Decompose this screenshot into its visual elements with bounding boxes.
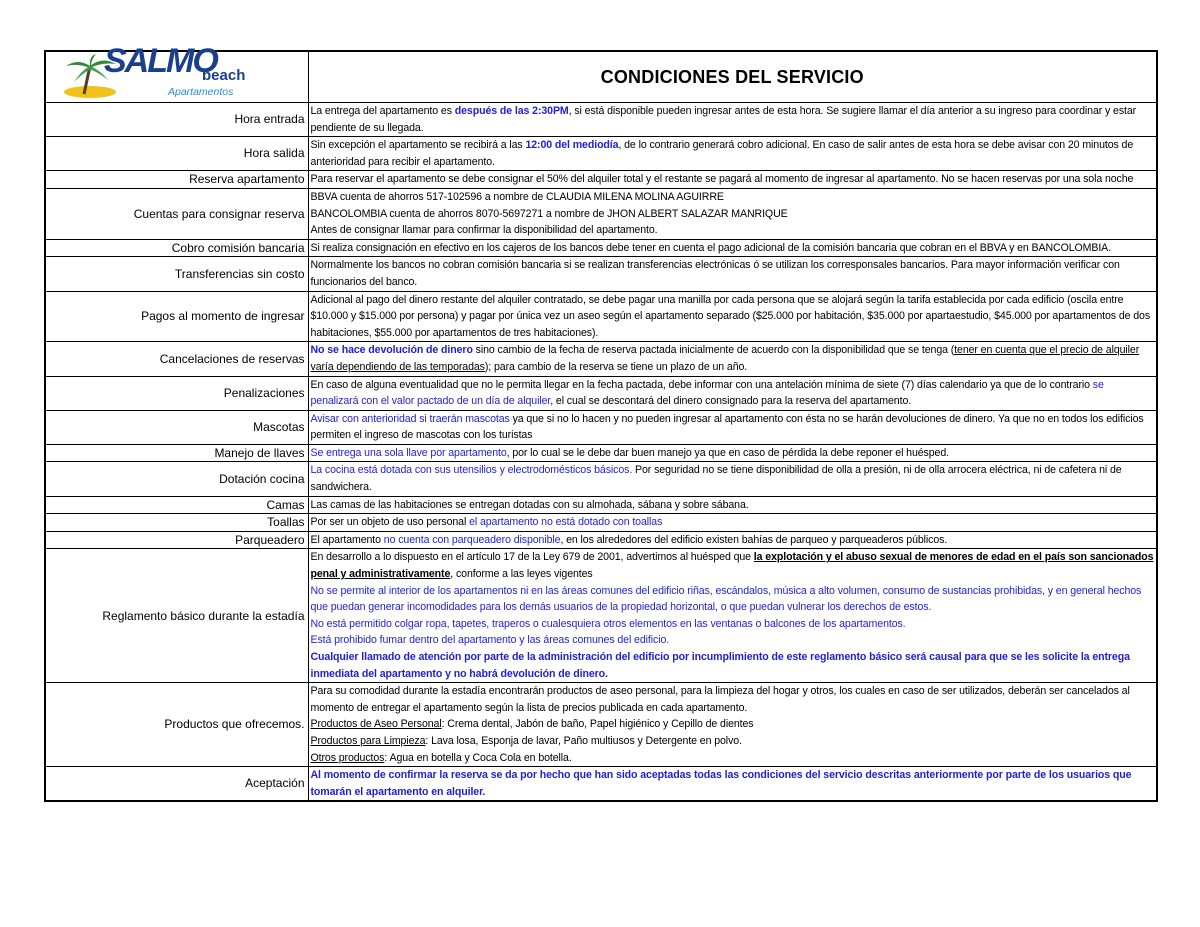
row-label: Mascotas: [45, 410, 308, 444]
table-row: [45, 496, 1157, 514]
row-content: [308, 376, 1157, 410]
row-label: Penalizaciones: [45, 376, 308, 410]
row-content: [308, 291, 1157, 342]
row-label: Reserva apartamento: [45, 171, 308, 189]
content-text: En desarrollo a lo dispuesto en el artículo 17 de la Ley 679 de 2001, advertimos al huésped que: [310, 551, 754, 564]
row-content: [308, 137, 1157, 171]
table-row: [45, 103, 1157, 137]
row-label: Pagos al momento de ingresar: [45, 291, 308, 342]
row-content: [308, 514, 1157, 532]
table-row: [45, 767, 1157, 802]
row-label: Cobro comisión bancaria: [45, 239, 308, 257]
table-row: [45, 342, 1157, 376]
content-text: , el cual se descontará del dinero consignado para la reserva del apartamento.: [550, 395, 912, 408]
content-text: , si está disponible pueden ingresar antes de esta hora. Se sugiere llamar el día anterior a su ingreso para coordinar y estar pendiente de su llegada.: [310, 105, 1137, 134]
content-text: tener en cuenta que el precio de alquiler varía dependiendo de las temporadas: [310, 344, 1140, 373]
content-text: Productos para Limpieza: [310, 734, 426, 747]
content-text: se penalizará con el valor pactado de un día de alquiler: [310, 378, 1104, 408]
content-text: No se hace devolución de dinero: [310, 344, 473, 357]
content-text: Al momento de confirmar la reserva se da por hecho que han sido aceptadas todas las condiciones del servicio descritas anteriormente por parte de los usuarios que tomarán el apartamento en alquiler.: [310, 769, 1132, 798]
table-row: [45, 549, 1157, 683]
content-text: En caso de alguna eventualidad que no le permita llegar en la fecha pactada, debe informar con una antelación mínima de siete (7) días calendario ya que de lo contrario: [310, 378, 1093, 391]
content-text: Otros productos: [310, 751, 385, 764]
row-content: [308, 239, 1157, 257]
row-content: [308, 103, 1157, 137]
row-label: Cancelaciones de reservas: [45, 342, 308, 376]
row-content: [308, 531, 1157, 549]
content-text: la explotación y el abuso sexual de menores de edad en el país son sancionados penal y administrativamente: [310, 551, 1154, 581]
row-label: Cuentas para consignar reserva: [45, 188, 308, 239]
row-content: [308, 683, 1157, 767]
content-text: BANCOLOMBIA cuenta de ahorros 8070-5697271 a nombre de JHON ALBERT SALAZAR MANRIQUE: [310, 207, 788, 220]
table-row: [45, 171, 1157, 189]
content-text: Adicional al pago del dinero restante del alquiler contratado, se debe pagar una manilla por cada persona que se alojará según la tarifa establecida por cada edificio (oscila entre $10.000 y $15.000 por persona) y pagar por única vez un aseo según el apartamento separado ($25.000 por habitación, $35.000 por apartaestudio, $45.000 por apartamentos de dos habitaciones, $55.000 por apartamentos de tres habitaciones).: [310, 293, 1151, 339]
table-row: [45, 462, 1157, 496]
row-label: Manejo de llaves: [45, 444, 308, 462]
content-text: , de lo contrario generará cobro adicional. En caso de salir antes de esta hora se debe avisar con 20 minutos de anterioridad para recibir el apartamento.: [310, 139, 1134, 168]
content-text: BBVA cuenta de ahorros 517-102596 a nombre de CLAUDIA MILENA MOLINA AGUIRRE: [310, 190, 724, 203]
content-text: No está permitido colgar ropa, tapetes, traperos o cualesquiera otros elementos en las ventanas o balcones de los apartamentos.: [310, 617, 906, 630]
table-row: [45, 257, 1157, 291]
row-content: [308, 444, 1157, 462]
content-text: No se permite al interior de los apartamentos ni en las áreas comunes del edificio riñas, escándalos, música a alto volumen, consumo de sustancias prohibidas, y en general hechos que puedan generar incomodidades para los demás usuarios de la propiedad horizontal, o que puedan vulnerar los derechos de estos.: [310, 584, 1142, 614]
content-text: Para reservar el apartamento se debe consignar el 50% del alquiler total y el restante se pagará al momento de ingresar al apartamento. No se hacen reservas por una sola noche: [310, 173, 1134, 186]
table-row: [45, 291, 1157, 342]
table-row: [45, 514, 1157, 532]
row-label: Dotación cocina: [45, 462, 308, 496]
row-label: Transferencias sin costo: [45, 257, 308, 291]
content-text: sino cambio de la fecha de reserva pactada inicialmente de acuerdo con la disponibilidad que se tenga (: [472, 344, 955, 357]
content-text: La cocina está dotada con sus utensilios y electrodomésticos básicos.: [310, 464, 633, 477]
table-row: [45, 410, 1157, 444]
row-content: [308, 171, 1157, 189]
page-title: CONDICIONES DEL SERVICIO: [308, 51, 1157, 103]
content-text: 12:00 del mediodía: [525, 139, 619, 152]
content-text: Se entrega una sola llave por apartamento: [310, 446, 507, 459]
content-text: Por seguridad no se tiene disponibilidad de olla a presión, ni de olla arrocera eléctrica, ni de cafetera ni de sandwichera.: [310, 464, 1122, 494]
table-row: [45, 531, 1157, 549]
content-text: ya que si no lo hacen y no pueden ingresar al apartamento con ésta no se harán devoluciones de dinero. Ya que no en todos los edificios permiten el ingreso de mascotas con los turistas: [310, 412, 1144, 442]
row-label: Hora salida: [45, 137, 308, 171]
row-label: Toallas: [45, 514, 308, 532]
content-text: : Crema dental, Jabón de baño, Papel higiénico y Cepillo de dientes: [441, 718, 754, 731]
content-text: , en los alrededores del edificio existen bahías de parqueo y parqueaderos públicos.: [560, 533, 948, 546]
table-row: [45, 444, 1157, 462]
row-content: [308, 549, 1157, 683]
content-text: ); para cambio de la reserva se tiene un plazo de un año.: [484, 360, 748, 373]
content-text: no cuenta con parqueadero disponible: [383, 533, 561, 546]
row-label: Aceptación: [45, 767, 308, 802]
content-text: Por ser un objeto de uso personal: [310, 516, 470, 529]
table-row: [45, 376, 1157, 410]
table-row: [45, 137, 1157, 171]
content-text: : Agua en botella y Coca Cola en botella.: [384, 751, 572, 764]
row-content: [308, 462, 1157, 496]
content-text: Las camas de las habitaciones se entregan dotadas con su almohada, sábana y sobre sábana.: [310, 498, 749, 511]
row-content: [308, 257, 1157, 291]
content-text: Avisar con anterioridad si traerán mascotas: [310, 412, 510, 425]
content-text: Está prohibido fumar dentro del apartamento y las áreas comunes del edificio.: [310, 634, 670, 647]
table-row: [45, 683, 1157, 767]
row-content: [308, 496, 1157, 514]
content-text: Normalmente los bancos no cobran comisión bancaria si se realizan transferencias electrónicas ó se utilizan los corresponsales bancarios. Para mayor información verificar con funcionarios del banco.: [310, 259, 1120, 288]
content-text: , por lo cual se le debe dar buen manejo ya que en caso de pérdida la debe reponer el huésped.: [506, 446, 949, 459]
content-text: el apartamento no está dotado con toallas: [469, 516, 663, 529]
content-text: : Lava losa, Esponja de lavar, Paño multiusos y Detergente en polvo.: [425, 734, 742, 747]
table-row: [45, 188, 1157, 239]
header-row: [45, 51, 1157, 103]
content-text: Antes de consignar llamar para confirmar la disponibilidad del apartamento.: [310, 224, 658, 237]
table-row: [45, 239, 1157, 257]
logo-subtitle: Apartamentos: [168, 86, 234, 98]
content-text: , conforme a las leyes vigentes: [450, 568, 593, 581]
content-text: después de las 2:30PM: [454, 105, 569, 117]
row-content: [308, 188, 1157, 239]
row-label: Hora entrada: [45, 103, 308, 137]
content-text: La entrega del apartamento es: [310, 105, 455, 117]
content-text: El apartamento: [310, 533, 384, 546]
content-text: Sin excepción el apartamento se recibirá a las: [310, 139, 526, 152]
logo-brand: SALMO: [104, 42, 217, 80]
row-content: [308, 767, 1157, 802]
content-text: Si realiza consignación en efectivo en los cajeros de los bancos debe tener en cuenta el pago adicional de la comisión bancaria que cobran en el BBVA y en BANCOLOMBIA.: [310, 241, 1111, 254]
logo-beach: beach: [202, 67, 246, 84]
content-text: Cualquier llamado de atención por parte de la administración del edificio por incumplimiento de este reglamento básico será causal para que se les solicite la entrega inmediata del apartamento y no habrá devolución de dinero.: [310, 651, 1130, 680]
row-label: Reglamento básico durante la estadía: [45, 549, 308, 683]
row-label: Camas: [45, 496, 308, 514]
row-label: Parqueadero: [45, 531, 308, 549]
row-content: [308, 342, 1157, 376]
logo: [45, 42, 308, 103]
row-content: [308, 410, 1157, 444]
row-label: Productos que ofrecemos.: [45, 683, 308, 767]
content-text: Para su comodidad durante la estadía encontrarán productos de aseo personal, para la limpieza del hogar y otros, los cuales en caso de ser utilizados, deberán ser cancelados al momento de entregar el apartamento según la lista de precios publicada en cada apartamento.: [310, 685, 1130, 714]
content-text: Productos de Aseo Personal: [310, 718, 442, 731]
conditions-table: [44, 42, 1158, 802]
